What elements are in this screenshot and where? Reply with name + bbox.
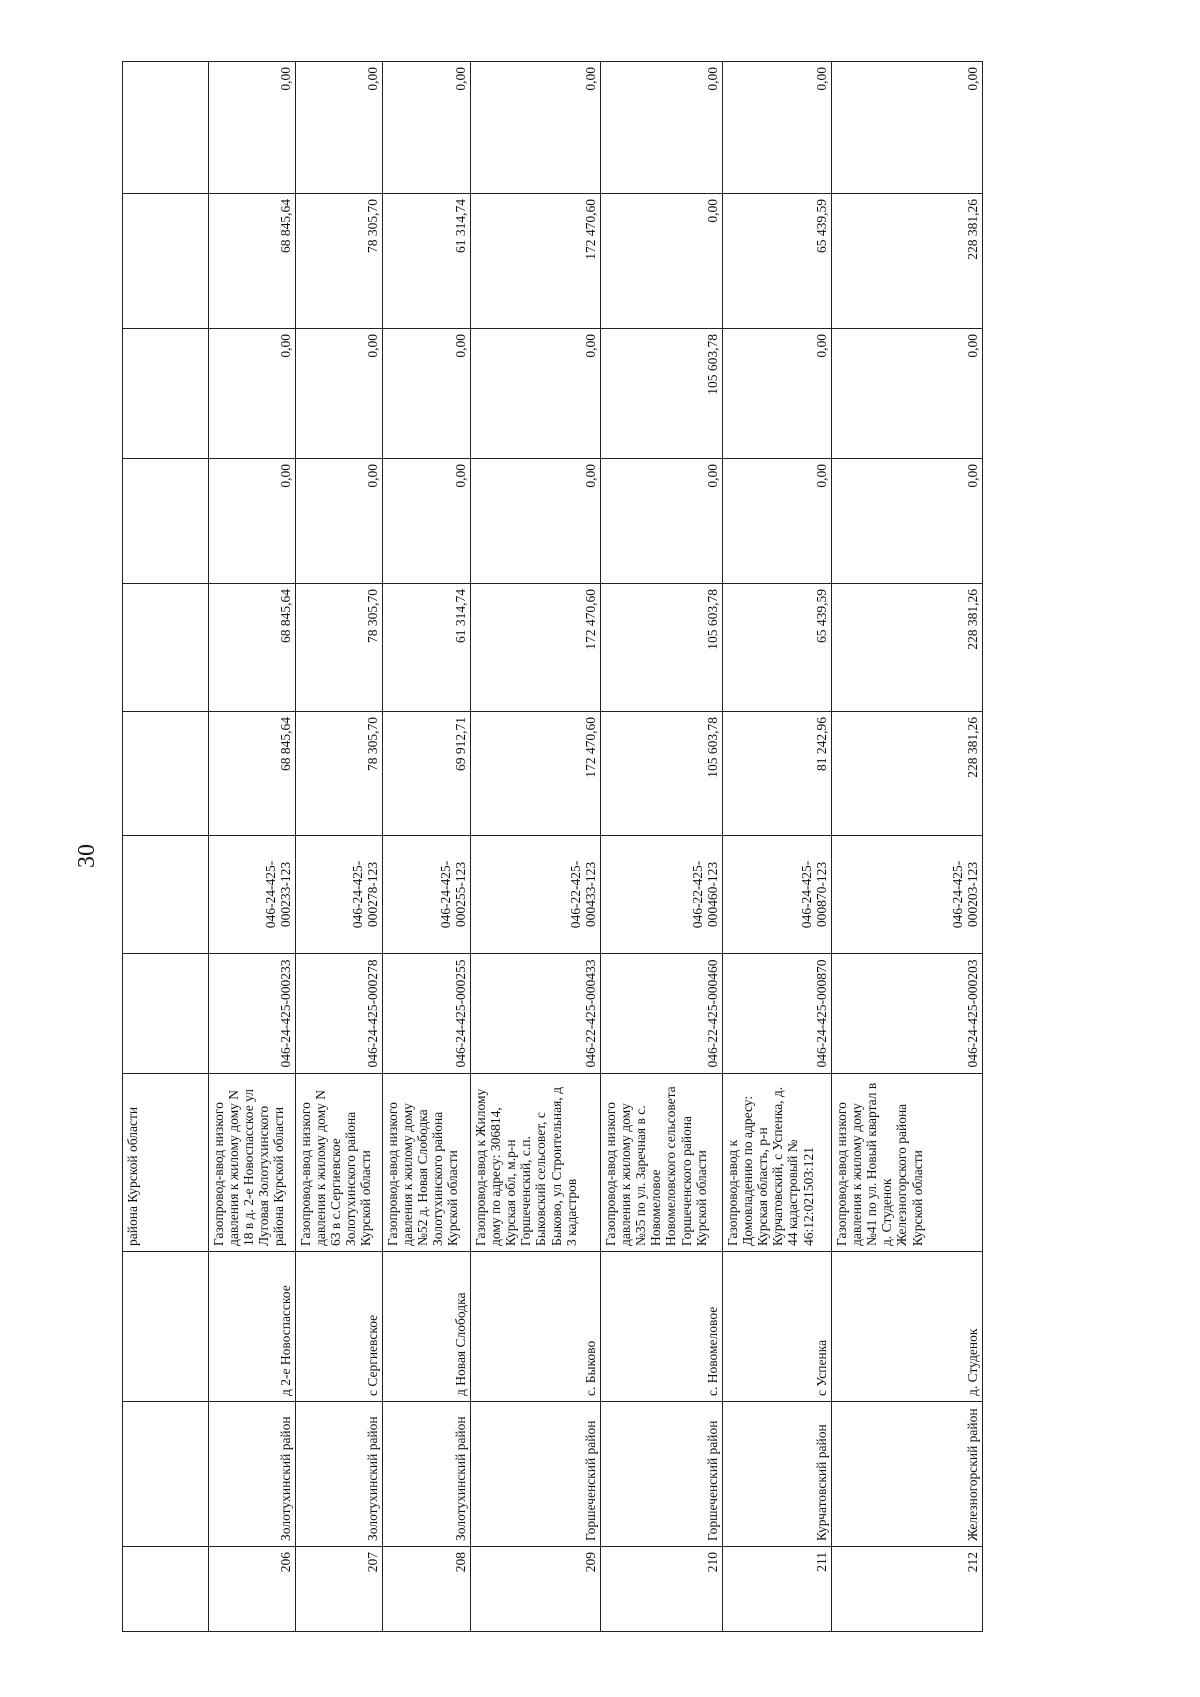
object-code-cell: 046-22-425-000460 — [601, 954, 723, 1074]
amount-cell-5: 78 305,70 — [296, 194, 383, 329]
inventory-code-cell: 046-24-425-000278-123 — [296, 836, 383, 954]
amount-cell-2: 61 314,74 — [383, 584, 471, 712]
district-cell: Курчатовский район — [723, 1402, 832, 1547]
row-number: 208 — [383, 1547, 471, 1632]
amount-cell-3: 0,00 — [601, 459, 723, 584]
amount-cell-5: 61 314,74 — [383, 194, 471, 329]
amount-cell-5: 0,00 — [601, 194, 723, 329]
amount-cell-1: 105 603,78 — [601, 712, 723, 836]
object-description-cell: Газопровод-ввод низкого давления к жилому дому №41 по ул. Новый квартал в д. Студенок Железногорского района Курской области — [832, 1074, 983, 1252]
settlement-cell: д 2-е Новоспасское — [209, 1252, 296, 1402]
object-code-cell: 046-24-425-000255 — [383, 954, 471, 1074]
table-row — [383, 62, 471, 1632]
amount-cell-6: 0,00 — [832, 62, 983, 194]
inventory-code-cell: 046-24-425-000870-123 — [723, 836, 832, 954]
amount-cell-6: 0,00 — [383, 62, 471, 194]
table-row — [209, 62, 296, 1632]
district-cell: Золотухинский район — [296, 1402, 383, 1547]
amount-cell-4: 0,00 — [383, 329, 471, 459]
object-description-cell: Газопровод-ввод к Домовладению по адресу: Курская область, р-н Курчатовский, с Успенка, д. 44 кадастровый № 46:12:021503:121 — [723, 1074, 832, 1252]
object-code-cell: 046-24-425-000278 — [296, 954, 383, 1074]
row-number: 209 — [471, 1547, 601, 1632]
inventory-code-cell: 046-22-425-000433-123 — [471, 836, 601, 954]
object-code-cell: 046-24-425-000233 — [209, 954, 296, 1074]
amount-cell-2: 78 305,70 — [296, 584, 383, 712]
amount-cell-5: 228 381,26 — [832, 194, 983, 329]
amount-cell-4: 0,00 — [723, 329, 832, 459]
inventory-code-cell: 046-24-425-000203-123 — [832, 836, 983, 954]
continuation-text: района Курской области — [123, 1074, 209, 1252]
amount-cell-4: 0,00 — [296, 329, 383, 459]
amount-cell-3: 0,00 — [209, 459, 296, 584]
object-description-cell: Газопровод-ввод низкого давления к жилому дому N 18 в д. 2-е Новоспасское ул Луговая Золотухинского района Курской области — [209, 1074, 296, 1252]
amount-cell-3: 0,00 — [471, 459, 601, 584]
amount-cell-4: 0,00 — [209, 329, 296, 459]
row-number: 211 — [723, 1547, 832, 1632]
amount-cell-1: 228 381,26 — [832, 712, 983, 836]
table-row — [832, 62, 983, 1632]
district-cell: Горшеченский район — [471, 1402, 601, 1547]
amount-cell-1: 68 845,64 — [209, 712, 296, 836]
continuation-row — [123, 62, 209, 1632]
inventory-code-cell: 046-24-425-000233-123 — [209, 836, 296, 954]
amount-cell-1: 69 912,71 — [383, 712, 471, 836]
amount-cell-1: 78 305,70 — [296, 712, 383, 836]
row-number: 210 — [601, 1547, 723, 1632]
object-code-cell: 046-24-425-000203 — [832, 954, 983, 1074]
object-code-cell: 046-24-425-000870 — [723, 954, 832, 1074]
row-number: 206 — [209, 1547, 296, 1632]
settlement-cell: д. Студенок — [832, 1252, 983, 1402]
object-description-cell: Газопровод-ввод низкого давления к жилому дому N 63 в с.Сергиевское Золотухинского района Курской области — [296, 1074, 383, 1252]
register-table — [122, 61, 983, 1632]
register-body — [123, 62, 983, 1632]
amount-cell-3: 0,00 — [723, 459, 832, 584]
district-cell: Золотухинский район — [209, 1402, 296, 1547]
rotated-table-container — [122, 62, 982, 1632]
amount-cell-1: 172 470,60 — [471, 712, 601, 836]
amount-cell-2: 105 603,78 — [601, 584, 723, 712]
page-number: 30 — [74, 844, 100, 868]
settlement-cell: с Сергиевское — [296, 1252, 383, 1402]
settlement-cell: с. Быково — [471, 1252, 601, 1402]
amount-cell-2: 65 439,59 — [723, 584, 832, 712]
amount-cell-5: 68 845,64 — [209, 194, 296, 329]
district-cell: Горшеченский район — [601, 1402, 723, 1547]
inventory-code-cell: 046-22-425-000460-123 — [601, 836, 723, 954]
amount-cell-4: 0,00 — [471, 329, 601, 459]
amount-cell-3: 0,00 — [296, 459, 383, 584]
settlement-cell: с. Новомеловое — [601, 1252, 723, 1402]
inventory-code-cell: 046-24-425-000255-123 — [383, 836, 471, 954]
object-code-cell: 046-22-425-000433 — [471, 954, 601, 1074]
row-number: 212 — [832, 1547, 983, 1632]
table-row — [471, 62, 601, 1632]
amount-cell-2: 68 845,64 — [209, 584, 296, 712]
object-description-cell: Газопровод-ввод низкого давления к жилому дому №35 по ул. Заречная в с. Новомеловое Новомеловского сельсовета Горшеченского района Курской области — [601, 1074, 723, 1252]
amount-cell-6: 0,00 — [209, 62, 296, 194]
district-cell: Золотухинский район — [383, 1402, 471, 1547]
amount-cell-6: 0,00 — [601, 62, 723, 194]
district-cell: Железногорский район — [832, 1402, 983, 1547]
amount-cell-6: 0,00 — [723, 62, 832, 194]
table-row — [723, 62, 832, 1632]
amount-cell-3: 0,00 — [383, 459, 471, 584]
settlement-cell: с Успенка — [723, 1252, 832, 1402]
table-row — [601, 62, 723, 1632]
object-description-cell: Газопровод-ввод к Жилому дому по адресу: 306814, Курская обл, м.р-н Горшеченский, с.п. Быковский сельсовет, с Быково, ул Строительная, д 3 кадастров — [471, 1074, 601, 1252]
amount-cell-1: 81 242,96 — [723, 712, 832, 836]
row-number: 207 — [296, 1547, 383, 1632]
amount-cell-6: 0,00 — [296, 62, 383, 194]
amount-cell-4: 0,00 — [832, 329, 983, 459]
settlement-cell: д Новая Слободка — [383, 1252, 471, 1402]
amount-cell-4: 105 603,78 — [601, 329, 723, 459]
amount-cell-2: 172 470,60 — [471, 584, 601, 712]
object-description-cell: Газопровод-ввод низкого давления к жилому дому №52 д. Новая Слободка Золотухинского района Курской области — [383, 1074, 471, 1252]
table-row — [296, 62, 383, 1632]
amount-cell-6: 0,00 — [471, 62, 601, 194]
amount-cell-2: 228 381,26 — [832, 584, 983, 712]
amount-cell-3: 0,00 — [832, 459, 983, 584]
amount-cell-5: 172 470,60 — [471, 194, 601, 329]
amount-cell-5: 65 439,59 — [723, 194, 832, 329]
